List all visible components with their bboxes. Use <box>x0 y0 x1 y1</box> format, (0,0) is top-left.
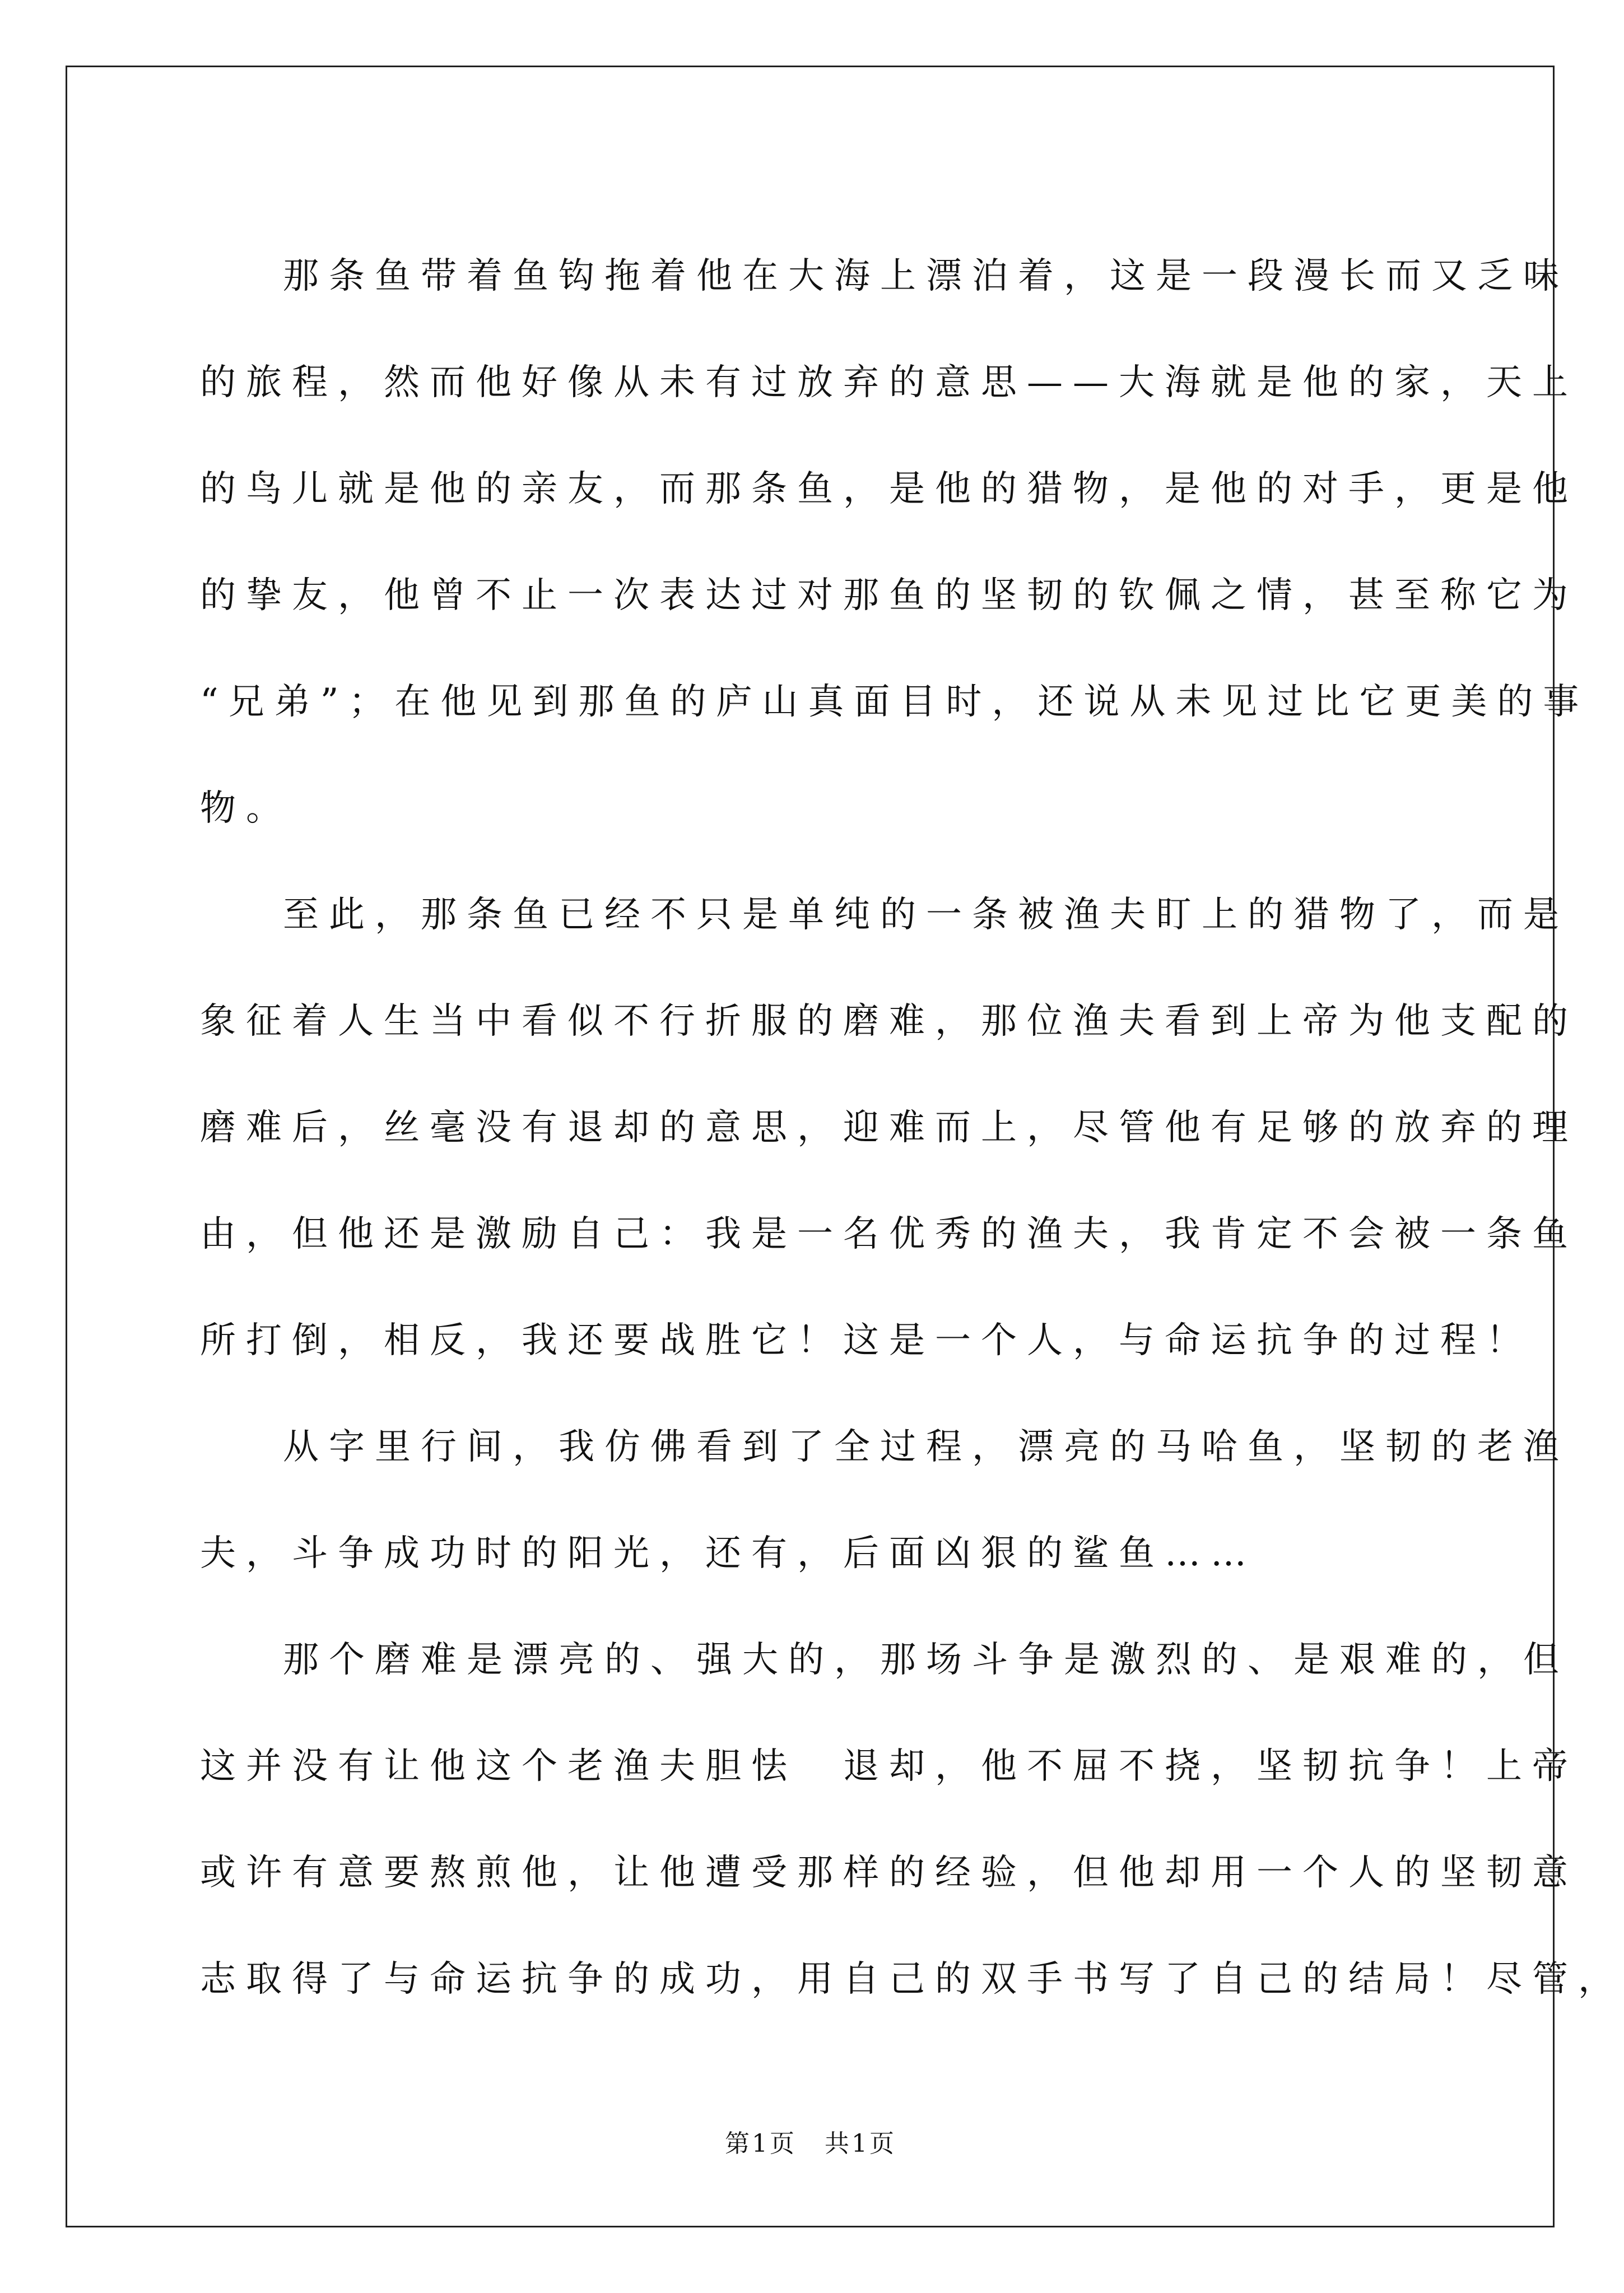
paragraph-line: “兄弟”；在他见到那鱼的庐山真面目时，还说从未见过比它更美的事 <box>200 681 1589 723</box>
paragraph-line: 志取得了与命运抗争的成功，用自己的双手书写了自己的结局！尽管， <box>200 1959 1624 2000</box>
paragraph-4 <box>200 1607 1624 2032</box>
paragraph-line: 那个磨难是漂亮的、强大的，那场斗争是激烈的、是艰难的，但 <box>283 1639 1569 1681</box>
paragraph-line: 从字里行间，我仿佛看到了全过程，漂亮的马哈鱼，坚韧的老渔 <box>283 1426 1569 1468</box>
paragraph-line: 至此，那条鱼已经不只是单纯的一条被渔夫盯上的猎物了，而是 <box>283 894 1569 936</box>
page-total: 共1页 <box>825 2129 896 2158</box>
paragraph-line: 这并没有让他这个老渔夫胆怯 退却，他不屈不挠，坚韧抗争！上帝 <box>200 1746 1578 1787</box>
paragraph-line: 磨难后，丝毫没有退却的意思，迎难而上，尽管他有足够的放弃的理 <box>200 1107 1578 1148</box>
paragraph-line: 所打倒，相反，我还要战胜它！这是一个人，与命运抗争的过程！ <box>200 1320 1532 1361</box>
paragraph-line: 那条鱼带着鱼钩拖着他在大海上漂泊着，这是一段漫长而又乏味 <box>283 255 1569 297</box>
paragraph-line: 或许有意要熬煎他，让他遭受那样的经验，但他却用一个人的坚韧意 <box>200 1852 1578 1894</box>
paragraph-line: 夫，斗争成功时的阳光，还有，后面凶狠的鲨鱼…… <box>200 1533 1257 1574</box>
paragraph-line: 象征着人生当中看似不行折服的磨难，那位渔夫看到上帝为他支配的 <box>200 1001 1578 1042</box>
paragraph-1 <box>200 223 1589 862</box>
paragraph-line: 的鸟儿就是他的亲友，而那条鱼，是他的猎物，是他的对手，更是他 <box>200 468 1578 510</box>
paragraph-line: 物。 <box>200 788 292 829</box>
page-number: 第1页 <box>725 2129 797 2158</box>
paragraph-line: 由，但他还是激励自己：我是一名优秀的渔夫，我肯定不会被一条鱼 <box>200 1213 1578 1255</box>
document-body <box>200 223 1624 2032</box>
paragraph-3 <box>200 1394 1569 1607</box>
paragraph-2 <box>200 862 1578 1394</box>
paragraph-line: 的挚友，他曾不止一次表达过对那鱼的坚韧的钦佩之情，甚至称它为 <box>200 575 1578 616</box>
page-footer <box>0 2123 1621 2159</box>
paragraph-line: 的旅程，然而他好像从未有过放弃的意思——大海就是他的家，天上 <box>200 362 1578 403</box>
